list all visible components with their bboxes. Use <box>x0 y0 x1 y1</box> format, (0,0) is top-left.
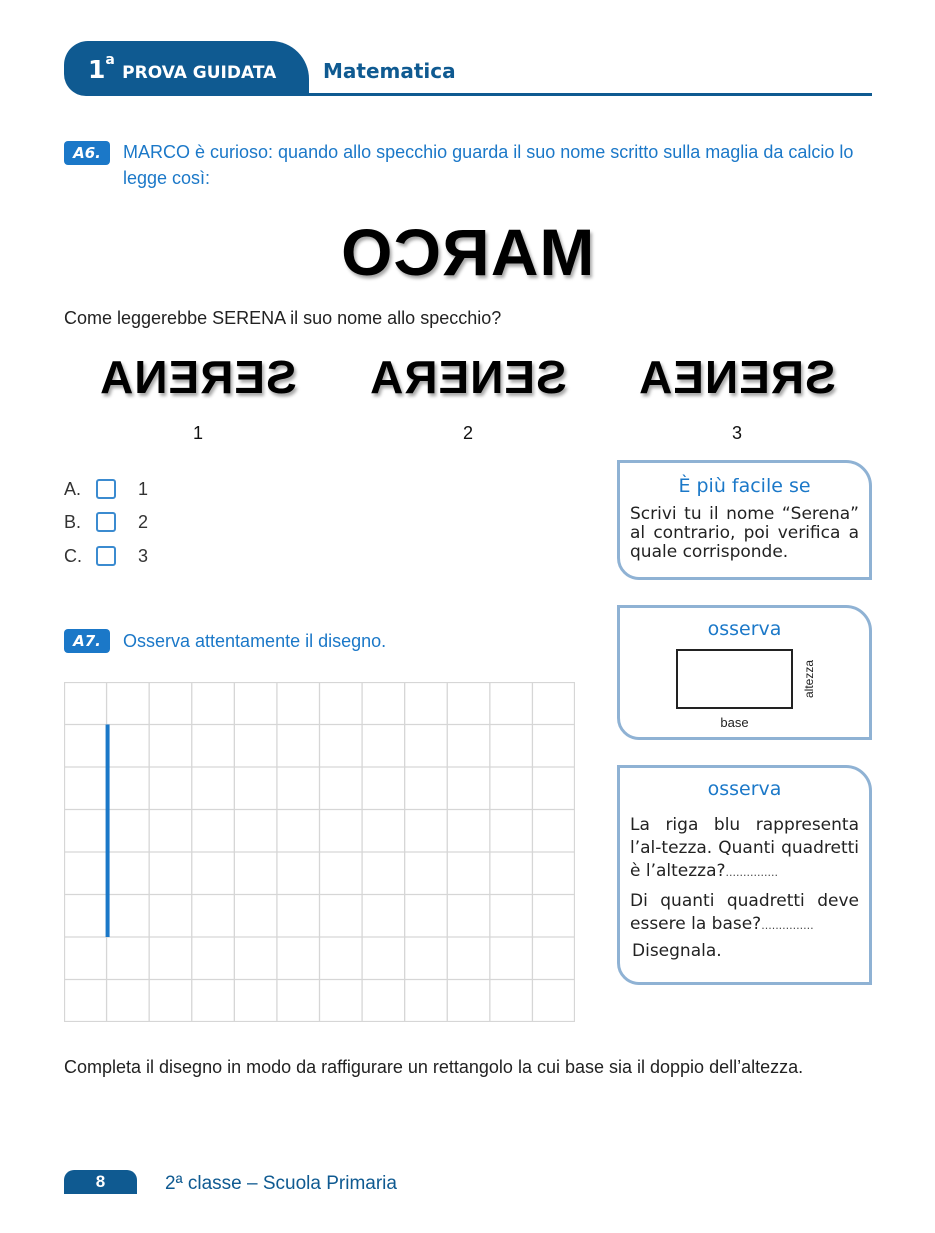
question-a6-text: MARCO è curioso: quando allo specchio guarda il suo nome scritto sulla maglia da calcio lo legge così: <box>123 142 854 188</box>
footer-text: 2ª classe – Scuola Primaria <box>165 1173 397 1194</box>
question-a7-text: Osserva attentamente il disegno. <box>123 631 387 651</box>
hint-title: È più facile se <box>678 475 811 497</box>
hint-body: Scrivi tu il nome “Serena” al contrario, poi verifica a quale corrisponde. <box>630 504 859 562</box>
option-1 <box>88 350 308 404</box>
option-3-number: 3 <box>731 423 742 443</box>
choice-b-checkbox[interactable] <box>96 512 116 532</box>
option-3-word: SRENEA <box>638 351 836 403</box>
choice-a-checkbox[interactable] <box>96 479 116 499</box>
choice-c-value: 3 <box>138 545 149 566</box>
test-number: 1 <box>88 55 106 84</box>
question-a6-prompt: Come leggerebbe SERENA il suo nome allo specchio? <box>64 308 502 328</box>
height-label: altezza <box>802 659 816 699</box>
draw-instruction: Disegnala. <box>632 941 722 961</box>
choice-a-value: 1 <box>138 478 149 499</box>
test-title: PROVA GUIDATA <box>122 63 277 83</box>
observe-diagram-title: osserva <box>707 618 782 640</box>
mirrored-marco-word: MARCO <box>340 215 595 289</box>
header-rule <box>300 93 872 96</box>
test-ordinal: a <box>105 52 115 68</box>
option-3 <box>627 350 847 404</box>
option-2-number: 2 <box>462 423 473 443</box>
question-badge-a7: A7. <box>64 629 110 653</box>
observe-question-2 <box>630 890 859 937</box>
choice-b-letter: B. <box>64 511 82 532</box>
height-question-text: La riga blu rappresenta l’al-tezza. Quanti quadretti è l’altezza? <box>630 815 859 881</box>
option-2 <box>358 350 578 404</box>
option-1-number: 1 <box>192 423 203 443</box>
question-a7-instruction: Completa il disegno in modo da raffigurare un rettangolo la cui base sia il doppio dell’altezza. <box>64 1057 804 1077</box>
mirrored-marco <box>0 214 935 290</box>
observe-questions-title: osserva <box>707 778 782 800</box>
observe-diagram-callout <box>617 605 872 740</box>
choice-a[interactable] <box>64 474 148 504</box>
base-answer-blank[interactable]: ............... <box>761 919 814 932</box>
observe-questions-callout <box>617 765 872 985</box>
choice-b-value: 2 <box>138 511 149 532</box>
option-2-word: SENERA <box>369 351 567 403</box>
base-label: base <box>720 715 749 730</box>
choice-c-checkbox[interactable] <box>96 546 116 566</box>
choice-a-letter: A. <box>64 478 82 499</box>
subject-title: Matematica <box>323 59 456 83</box>
option-1-word: SERENA <box>99 351 297 403</box>
choice-c-letter: C. <box>64 545 82 566</box>
hint-callout <box>617 460 872 580</box>
square-grid[interactable] <box>64 682 575 1022</box>
header-tab-title <box>88 52 277 84</box>
base-question-text: Di quanti quadretti deve essere la base? <box>630 891 859 934</box>
choice-b[interactable] <box>64 507 148 537</box>
example-rectangle <box>676 649 793 709</box>
choice-c[interactable] <box>64 541 148 571</box>
observe-question-1 <box>630 814 859 884</box>
height-answer-blank[interactable]: ............... <box>725 866 778 879</box>
question-badge-a6: A6. <box>64 141 110 165</box>
page-number: 8 <box>95 1172 106 1191</box>
